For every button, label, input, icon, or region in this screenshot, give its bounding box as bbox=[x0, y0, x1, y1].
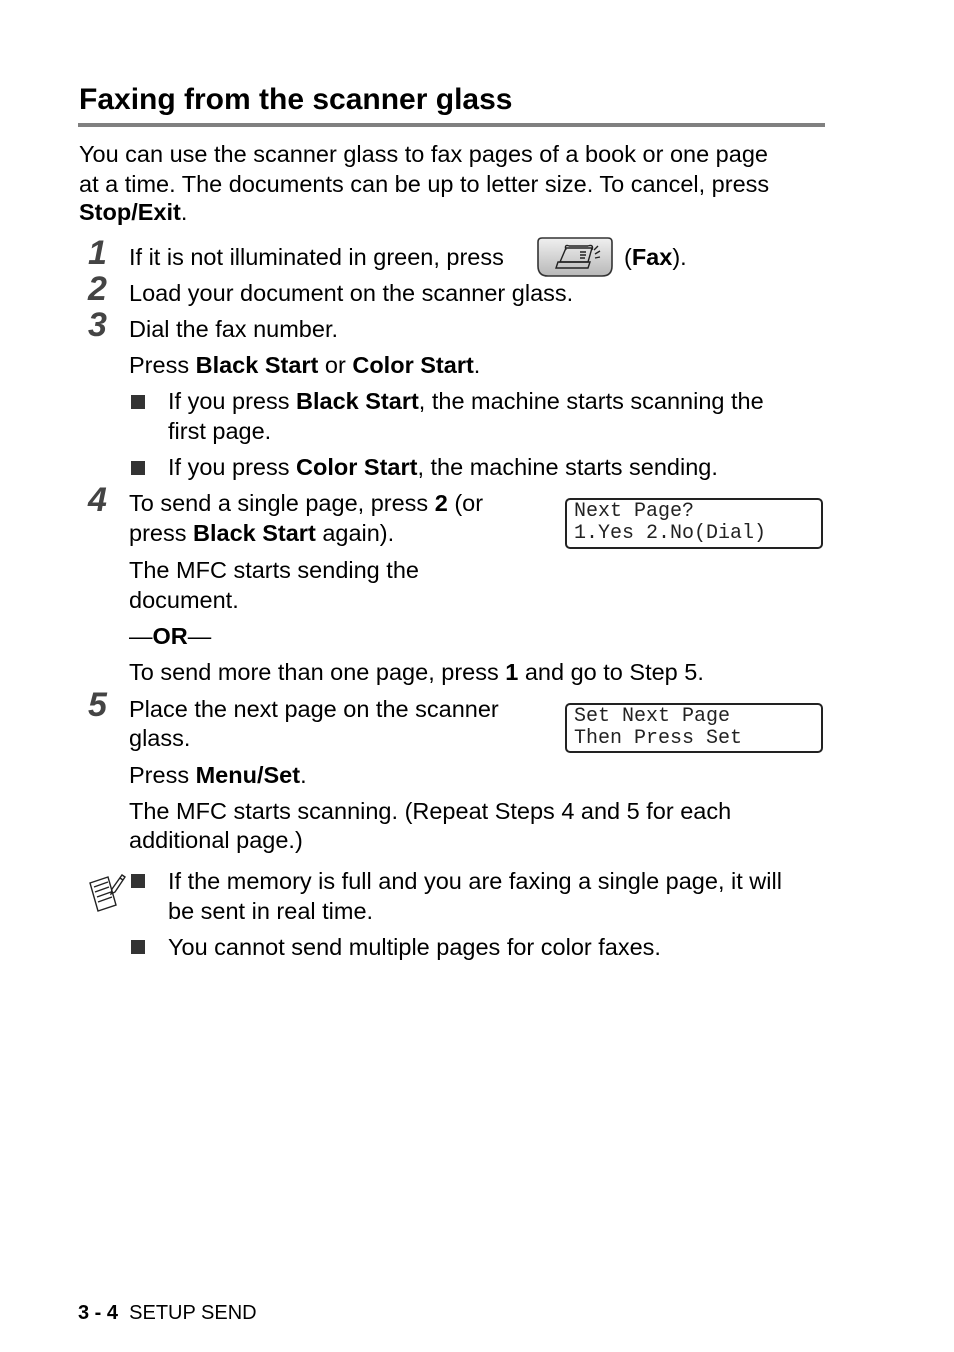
note-pencil-icon bbox=[86, 871, 126, 913]
step-4-info-1: The MFC starts sending the bbox=[129, 557, 419, 583]
step-4-line-2: press Black Start again). bbox=[129, 520, 395, 546]
step-4-more-pages: To send more than one page, press 1 and go to Step 5. bbox=[129, 659, 704, 685]
bullet-square bbox=[131, 395, 145, 409]
step-5-info-2: additional page.) bbox=[129, 827, 303, 853]
fax-key-icon bbox=[536, 236, 614, 278]
note-bullet-2: You cannot send multiple pages for color faxes. bbox=[168, 934, 661, 960]
note-bullet-1-cont: be sent in real time. bbox=[168, 898, 374, 924]
section-name: SETUP SEND bbox=[129, 1302, 257, 1324]
step-1-text: If it is not illuminated in green, press bbox=[129, 244, 504, 270]
step-5-line-2: glass. bbox=[129, 725, 191, 751]
lcd-display-next-page: Next Page? 1.Yes 2.No(Dial) bbox=[565, 498, 823, 549]
step-number-1: 1 bbox=[88, 234, 107, 272]
step-2-text: Load your document on the scanner glass. bbox=[129, 280, 574, 306]
step-number-4: 4 bbox=[88, 481, 107, 519]
step-number-2: 2 bbox=[88, 270, 107, 308]
bullet-square bbox=[131, 874, 145, 888]
lcd-display-set-next-page: Set Next Page Then Press Set bbox=[565, 703, 823, 753]
step-4-line-1: To send a single page, press 2 (or bbox=[129, 490, 484, 516]
menu-set-key: Menu/Set bbox=[195, 762, 301, 788]
step-3-press: Press Black Start or Color Start. bbox=[129, 352, 481, 378]
bullet-square bbox=[131, 940, 145, 954]
step-3-text: Dial the fax number. bbox=[129, 316, 338, 342]
stop-exit-key: Stop/Exit bbox=[79, 199, 181, 225]
title-rule bbox=[78, 123, 825, 127]
step-3-bullet-1: If you press Black Start, the machine starts scanning the bbox=[168, 388, 764, 414]
step-5-press: Press Menu/Set. bbox=[129, 762, 307, 788]
step-5-info-1: The MFC starts scanning. (Repeat Steps 4 and 5 for each bbox=[129, 798, 732, 824]
bullet-square bbox=[131, 461, 145, 475]
page-number: 3 - 4 bbox=[78, 1302, 119, 1324]
step-5-line-1: Place the next page on the scanner bbox=[129, 696, 499, 722]
page-footer bbox=[78, 1301, 257, 1325]
intro-line-2: at a time. The documents can be up to letter size. To cancel, press bbox=[79, 171, 770, 197]
intro-line-3: Stop/Exit. bbox=[79, 199, 188, 225]
step-number-3: 3 bbox=[88, 306, 107, 344]
black-start-key: Black Start bbox=[195, 352, 319, 378]
or-separator: —OR— bbox=[129, 623, 212, 649]
step-3-bullet-1-cont: first page. bbox=[168, 418, 272, 444]
note-bullet-1: If the memory is full and you are faxing a single page, it will bbox=[168, 868, 782, 894]
step-4-info-2: document. bbox=[129, 587, 239, 613]
color-start-key: Color Start bbox=[352, 352, 474, 378]
step-number-5: 5 bbox=[88, 686, 107, 724]
page-title: Faxing from the scanner glass bbox=[79, 83, 513, 116]
step-1-fax-label: (Fax). bbox=[624, 244, 687, 270]
step-3-bullet-2: If you press Color Start, the machine starts sending. bbox=[168, 454, 718, 480]
fax-key-label: Fax bbox=[631, 244, 673, 270]
intro-line-1: You can use the scanner glass to fax pages of a book or one page bbox=[79, 141, 768, 167]
